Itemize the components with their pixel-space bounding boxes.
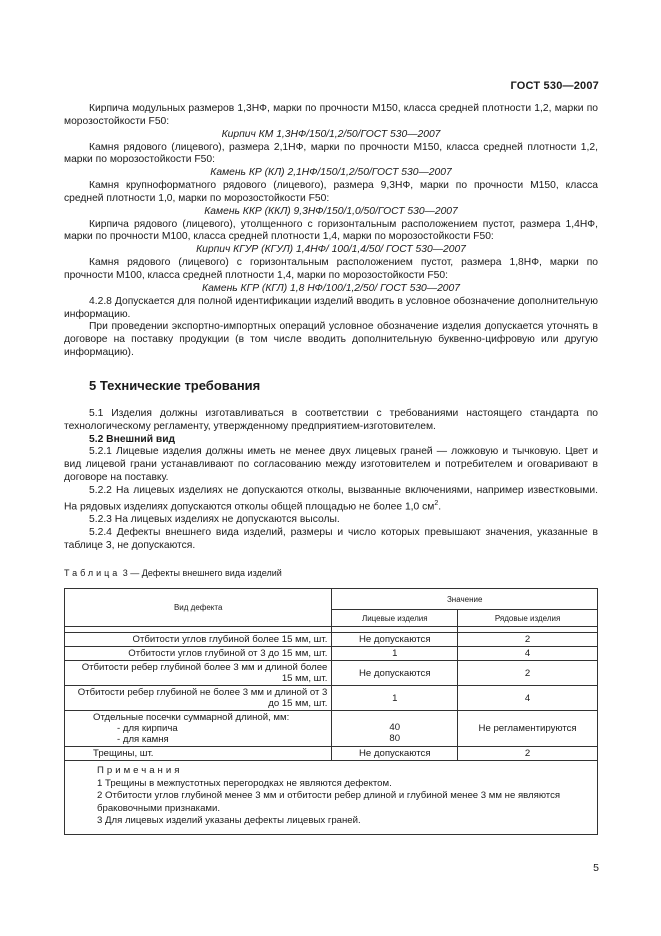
table-caption — [64, 568, 282, 578]
designation-example: Кирпич КГУР (КГУЛ) 1,4НФ/ 100/1,4/50/ ГОСТ 530—2007 — [196, 244, 466, 256]
cell-row: Не регламентируются — [458, 711, 598, 747]
standard-code: ГОСТ 530—2007 — [510, 80, 599, 92]
notes-row — [65, 761, 598, 835]
cell-row: 2 — [458, 661, 598, 686]
paragraph: Камня крупноформатного рядового (лицевого), размера 9,3НФ, марки по прочности М150, класса средней плотности 1,0, марки по морозостойкости F50: — [64, 180, 598, 204]
header-row: Рядовые изделия — [458, 610, 598, 627]
cell-face — [332, 711, 458, 747]
paragraph: Камня рядового (лицевого) с горизонтальным расположением пустот, размера 1,8НФ, марки по прочности М100, класса средней плотности 1,4, марки по морозостойкости F50: — [64, 257, 598, 281]
table-row — [65, 686, 598, 711]
designation-example: Кирпич КМ 1,3НФ/150/1,2/50/ГОСТ 530—2007 — [221, 128, 441, 140]
page-number: 5 — [593, 862, 599, 874]
paragraph: 5.1 Изделия должны изготавливаться в соответствии с требованиями настоящего стандарта по технологическому регламенту, утвержденному предприятием-изготовителем. — [64, 407, 598, 432]
cracks-stone-value: 80 — [389, 733, 401, 744]
cell-face: Не допускаются — [332, 633, 458, 647]
cell-defect — [65, 711, 332, 747]
designation-example: Камень ККР (ККЛ) 9,3НФ/150/1,0/50/ГОСТ 530—2007 — [204, 205, 458, 217]
cracks-stone: - для камня — [117, 734, 169, 745]
paragraph: Кирпича модульных размеров 1,3НФ, марки по прочности М150, класса средней плотности 1,2, марки по морозостойкости F50: — [64, 103, 598, 127]
designation-example: Камень КР (КЛ) 2,1НФ/150/1,2/50/ГОСТ 530—2007 — [210, 167, 452, 179]
cell-defect: Отбитости углов глубиной более 15 мм, шт. — [65, 633, 332, 647]
header-values: Значение — [332, 589, 598, 610]
cell-face: Не допускаются — [332, 661, 458, 686]
header-defect: Вид дефекта — [65, 589, 332, 627]
cell-defect: Отбитости углов глубиной от 3 до 15 мм, шт. — [65, 647, 332, 661]
section-heading: 5 Технические требования — [89, 377, 261, 393]
paragraph-end: . — [438, 501, 442, 513]
subsection-heading: 5.2 Внешний вид — [89, 433, 176, 445]
paragraph: Камня рядового (лицевого), размера 2,1НФ, марки по прочности М150, класса средней плотности 1,2, марки по морозостойкости F50: — [64, 141, 598, 166]
cell-defect: Трещины, шт. — [65, 747, 332, 761]
cell-row: 2 — [458, 633, 598, 647]
header-face: Лицевые изделия — [332, 610, 458, 627]
paragraph: 5.2.4 Дефекты внешнего вида изделий, размеры и число которых превышают значения, указанные в таблице 3, не допускаются. — [64, 526, 598, 551]
cracks-brick-value: 40 — [389, 722, 401, 733]
table-row — [65, 711, 598, 747]
paragraph: 5.2.1 Лицевые изделия должны иметь не менее двух лицевых граней — ложковую и тычковую. Цвет и вид лицевой грани устанавливают по согласованию между изготовителем и потребителем и оговаривают в договоре на поставку. — [64, 446, 598, 484]
cell-row: 4 — [458, 647, 598, 661]
cell-face: 1 — [332, 686, 458, 711]
paragraph: При проведении экспортно-импортных операций условное обозначение изделия допускается уточнять в договоре на поставку продукции (в том числе вводить дополнительную буквенно-цифровую или другую информацию). — [64, 321, 598, 359]
document-body — [64, 103, 598, 553]
cell-row: 4 — [458, 686, 598, 711]
superscript: 2 — [434, 499, 439, 507]
notes-title: Примечания — [97, 765, 183, 776]
paragraph: 5.2.3 На лицевых изделиях не допускаются высолы. — [89, 514, 340, 526]
table-row — [65, 647, 598, 661]
designation-example: Камень КГР (КГЛ) 1,8 НФ/100/1,2/50/ ГОСТ 530—2007 — [202, 282, 460, 294]
note: 1 Трещины в межпустотных перегородках не являются дефектом. — [97, 777, 392, 789]
paragraph-text: 5.2.2 На лицевых изделиях не допускаются отколы, вызванные включениями, например известковыми. На рядовых изделиях допускаются отколы общей площадью не более 1,0 см — [64, 484, 598, 513]
caption-prefix: Таблица — [64, 568, 121, 578]
note: 3 Для лицевых изделий указаны дефекты лицевых граней. — [97, 815, 361, 826]
table-row — [65, 661, 598, 686]
defects-table — [64, 588, 598, 835]
cell-face: Не допускаются — [332, 747, 458, 761]
paragraph: Кирпича рядового (лицевого), утолщенного с горизонтальным расположением пустот, размера 1,4НФ, марки по прочности М100, класса средней плотности 1,4, марки по морозостойкости F50: — [64, 218, 598, 243]
paragraph: 4.2.8 Допускается для полной идентификации изделий вводить в условное обозначение дополнительную информацию. — [64, 295, 598, 320]
table-notes — [65, 761, 598, 835]
table-row — [65, 633, 598, 647]
cell-row: 2 — [458, 747, 598, 761]
caption-text: 3 — Дефекты внешнего вида изделий — [120, 568, 282, 578]
cell-defect: Отбитости ребер глубиной не более 3 мм и длиной от 3 до 15 мм, шт. — [65, 686, 332, 711]
note: 2 Отбитости углов глубиной менее 3 мм и отбитости ребер длиной и глубиной менее 3 мм не являются браковочными признаками. — [97, 790, 561, 814]
table-row — [65, 747, 598, 761]
cracks-brick: - для кирпича — [117, 723, 178, 734]
cell-face: 1 — [332, 647, 458, 661]
paragraph — [64, 485, 598, 514]
cracks-title: Отдельные посечки суммарной длиной, мм: — [93, 712, 290, 723]
cell-defect: Отбитости ребер глубиной более 3 мм и длиной более 15 мм, шт. — [65, 661, 332, 686]
